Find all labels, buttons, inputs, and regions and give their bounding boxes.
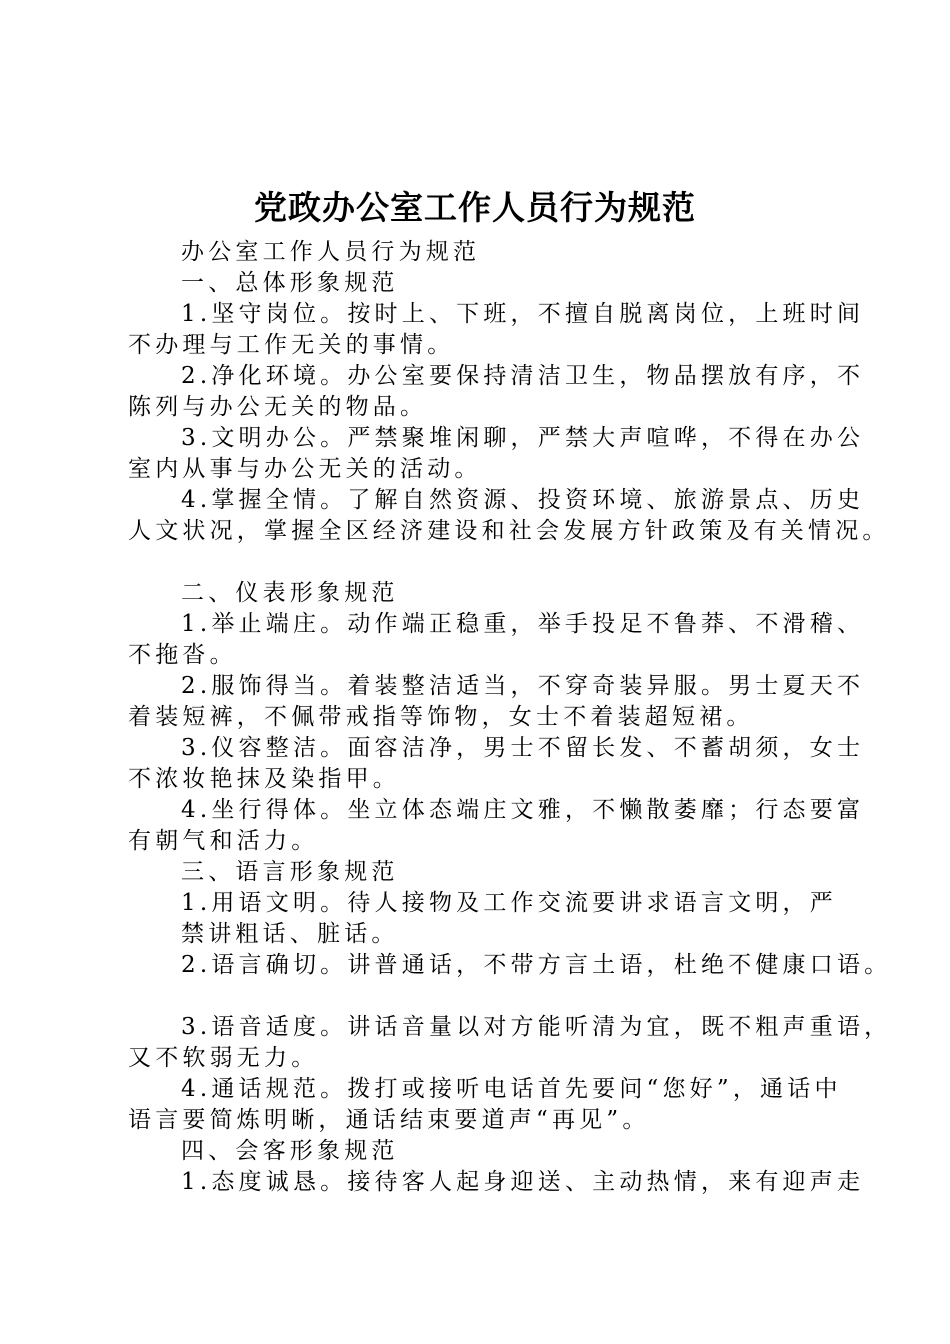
paragraph-line: 1.举止端庄。动作端正稳重，举手投足不鲁莽、不滑稽、 (181, 611, 865, 637)
section-heading-4: 四、会客形象规范 (181, 1138, 399, 1164)
paragraph-line: 2.服饰得当。着装整洁适当，不穿奇装异服。男士夏天不 (181, 673, 865, 699)
paragraph-line: 人文状况，掌握全区经济建设和社会发展方针政策及有关情况。 (128, 518, 890, 544)
paragraph-line: 又不软弱无力。 (128, 1045, 319, 1071)
section-heading-2: 二、仪表形象规范 (181, 580, 399, 606)
paragraph-line: 不浓妆艳抹及染指甲。 (128, 766, 400, 792)
paragraph-line: 1.态度诚恳。接待客人起身迎送、主动热情，来有迎声走 (181, 1169, 865, 1195)
paragraph-line: 3.仪容整洁。面容洁净，男士不留长发、不蓄胡须，女士 (181, 735, 865, 761)
paragraph-line: 不拖沓。 (128, 642, 237, 668)
paragraph-line: 1.用语文明。待人接物及工作交流要讲求语言文明，严 (181, 890, 837, 916)
paragraph-line: 2.语言确切。讲普通话，不带方言土语，杜绝不健康口语。 (181, 952, 892, 978)
blank-line (128, 547, 858, 578)
paragraph-line: 3.文明办公。严禁聚堆闲聊，严禁大声喧哗，不得在办公 (181, 425, 865, 451)
paragraph-line: 有朝气和活力。 (128, 828, 319, 854)
document-body (128, 237, 892, 1198)
paragraph-line: 不办理与工作无关的事情。 (128, 332, 455, 358)
section-heading-3: 三、语言形象规范 (181, 859, 399, 885)
paragraph-line: 1.坚守岗位。按时上、下班，不擅自脱离岗位，上班时间 (181, 301, 865, 327)
paragraph-line: 陈列与办公无关的物品。 (128, 394, 428, 420)
paragraph-line: 室内从事与办公无关的活动。 (128, 456, 482, 482)
blank-line (128, 981, 858, 1012)
paragraph-line: 4.通话规范。拨打或接听电话首先要问“您好”，通话中 (181, 1076, 842, 1102)
paragraph-line: 着装短裤，不佩带戒指等饰物，女士不着装超短裙。 (128, 704, 754, 730)
document-title: 党政办公室工作人员行为规范 (254, 188, 696, 227)
section-heading-1: 一、总体形象规范 (181, 270, 399, 296)
paragraph-line: 4.掌握全情。了解自然资源、投资环境、旅游景点、历史 (181, 487, 865, 513)
paragraph-line: 3.语音适度。讲话音量以对方能听清为宜，既不粗声重语， (181, 1014, 892, 1040)
paragraph-line: 2.净化环境。办公室要保持清洁卫生，物品摆放有序，不 (181, 363, 865, 389)
paragraph-line: 禁讲粗话、脏话。 (181, 921, 399, 947)
paragraph-line: 语言要简炼明晰，通话结束要道声“再见”。 (128, 1107, 650, 1133)
subtitle: 办公室工作人员行为规范 (181, 239, 481, 265)
paragraph-line: 4.坐行得体。坐立体态端庄文雅，不懒散萎靡；行态要富 (181, 797, 865, 823)
